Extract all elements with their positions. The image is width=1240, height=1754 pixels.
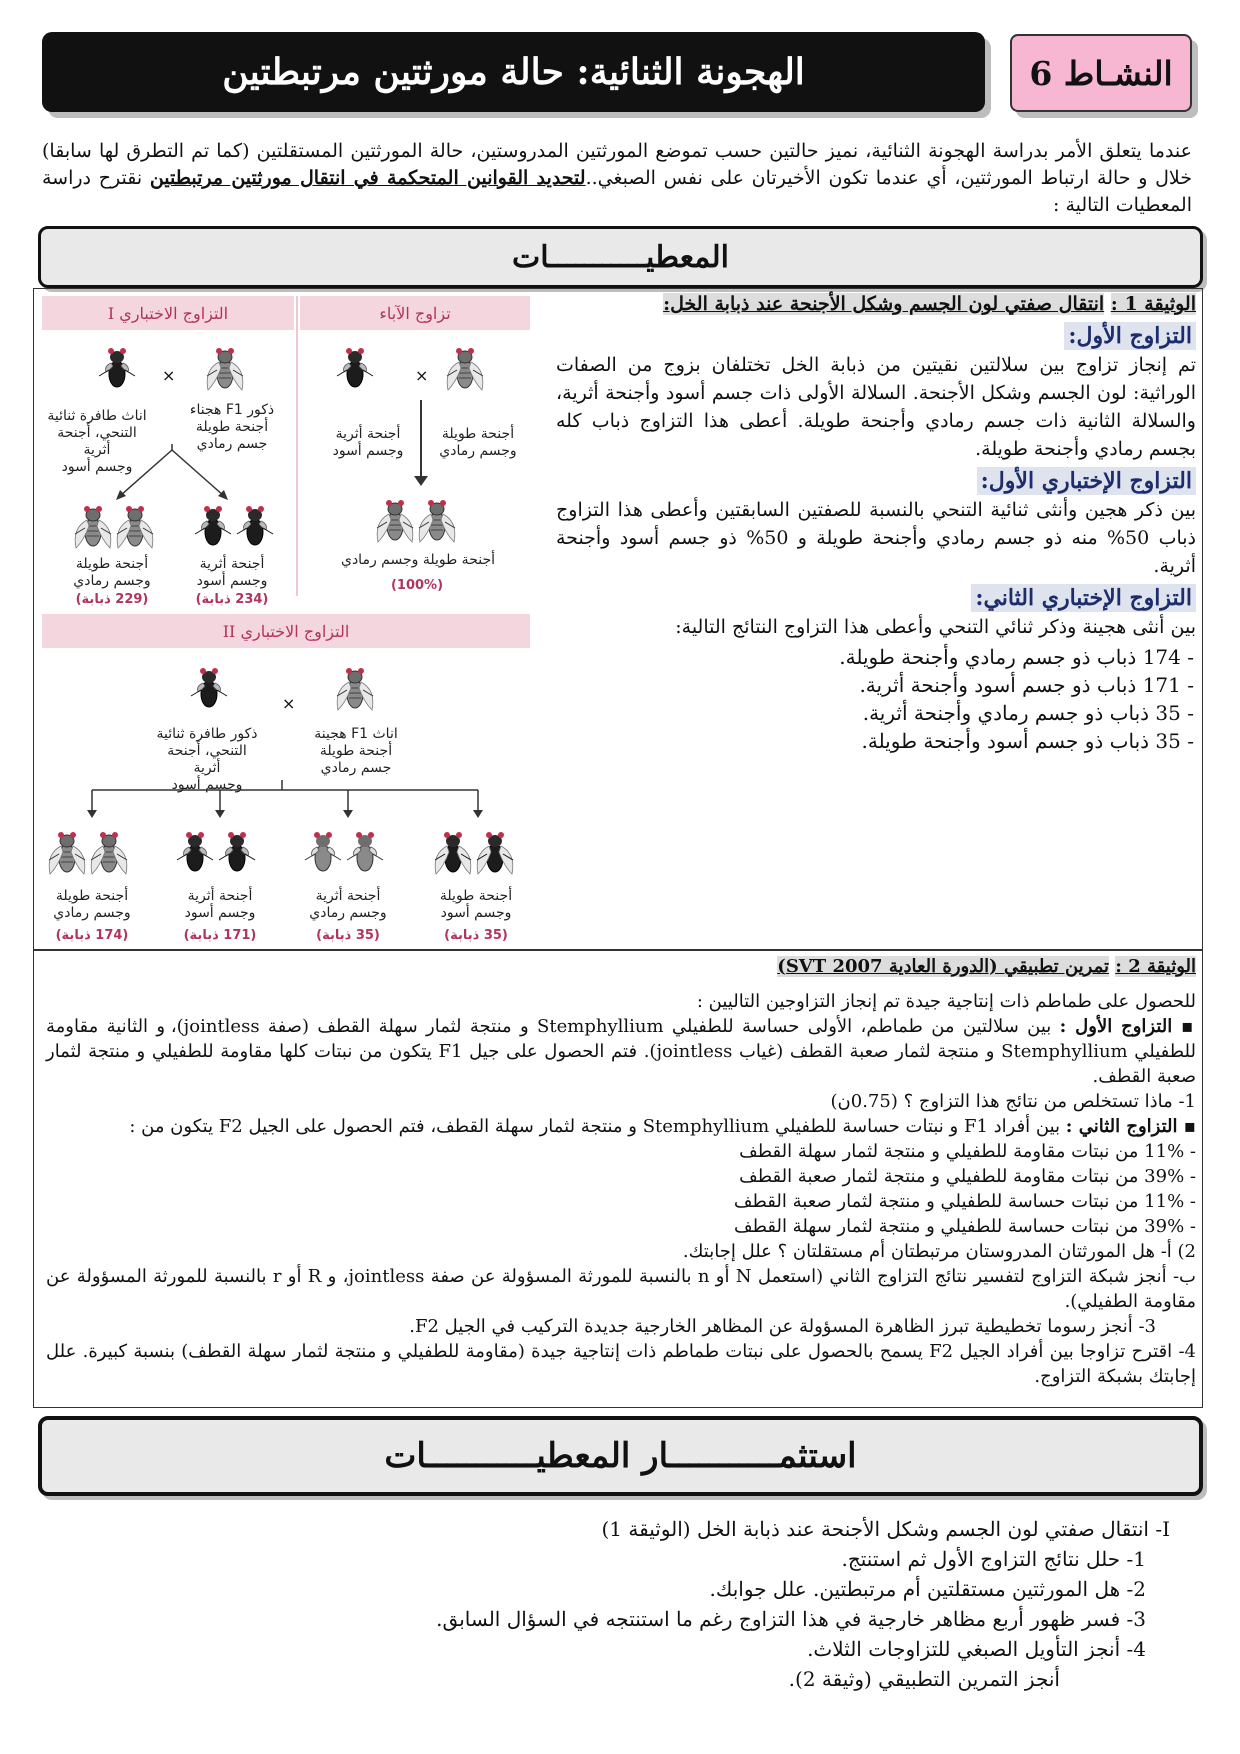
test-cross-1-panel-title: التزاوج الاختباري I (42, 296, 294, 330)
fly-t1-male (202, 340, 248, 394)
activity-label: النشـاط 6 (1029, 53, 1173, 93)
fly-t1-result-black (232, 498, 278, 552)
parent-right-label: أجنحة طويلة وجسم رمادي (439, 426, 517, 459)
t2-result-label: أجنحة أثرية وجسم رمادي (309, 888, 387, 921)
t1-female-label: اناث طافرة ثنائية التنحي، أجنحة أثرية وجسم أسود (47, 408, 147, 475)
result-item: - 35 ذباب ذو جسم أسود وأجنحة طويلة. (861, 729, 1194, 753)
test-cross-2-text: بين أنثى هجينة وذكر ثنائي التنحي وأعطى هذا التزاوج النتائج التالية: (675, 616, 1196, 638)
t2-result-count: (35 ذبابة) (444, 928, 508, 943)
t2-result-count: (174 ذبابة) (55, 928, 129, 943)
document-2-label: الوثيقة 2 : (1115, 956, 1196, 977)
fly-t2-result (430, 824, 476, 878)
f2-result: - 39% من نبتات حساسة للطفيلي و منتجة لثمار سهلة القطف (733, 1216, 1196, 1237)
document-1-label: الوثيقة 1 : (1110, 293, 1196, 315)
question-2b: ب- أنجز شبكة التزاوج لتفسير نتائج التزاوج الثاني (استعمل N أو n بالنسبة للمورثة المسؤولة عن صفة jointless، و R أو r بالنسبة للمورثة المسؤولة عن مقاومة الطفيلي). (46, 1266, 1197, 1312)
result-item: - 174 ذباب ذو جسم رمادي وأجنحة طويلة. (839, 645, 1194, 669)
document-1-heading (556, 290, 1196, 318)
t1-result-2-count: (234 ذبابة) (195, 592, 269, 607)
cross-sign: × (415, 366, 429, 385)
test-cross-1-title: التزاوج الإختباري الأول: (977, 467, 1196, 495)
cross-1-description: بين سلالتين من طماطم، الأولى حساسة للطفيلي Stemphyllium و منتجة لثمار سهلة القطف (صفة jointless)، و الثانية مقاومة للطفيلي Stemphyllium و منتجة لثمار صعبة القطف (غياب jointless). فتم الحصول على جيل F1 يتكون من نبتات كلها مقاومة للطفيلي و منتجة لثمار صعبة القطف. (46, 1016, 1196, 1087)
t2-result-count: (171 ذبابة) (183, 928, 257, 943)
document-1-text (556, 290, 1196, 755)
fly-f1 (414, 492, 460, 546)
fly-t2-result (300, 824, 346, 878)
intro-text-end: نقترح دراسة المعطيات التالية : (42, 167, 1192, 216)
t1-result-1-count: (229 ذبابة) (75, 592, 149, 607)
t2-branch-arrows (82, 780, 492, 820)
fly-t2-result (472, 824, 518, 878)
fly-t1-result-black (190, 498, 236, 552)
fly-t2-result (86, 824, 132, 878)
document-2-title: تمرين تطبيقي (الدورة العادية SVT 2007) (777, 956, 1110, 977)
t2-female-label: اناث F1 هجينة أجنحة طويلة جسم رمادي (314, 726, 398, 776)
section-data-title: المعطيـــــــــــات (511, 239, 730, 275)
fly-t1-result-grey (112, 498, 158, 552)
intro-emphasis: لتحديد القوانين المتحكمة في انتقال مورثتين مرتبطتين (149, 167, 586, 189)
section-exploit-bar (38, 1416, 1203, 1496)
t2-result-count: (35 ذبابة) (316, 928, 380, 943)
panel-divider (296, 296, 298, 596)
test-cross-2-title: التزاوج الإختباري الثاني: (971, 584, 1196, 612)
fly-t1-female (94, 340, 140, 394)
intro-text: عندما يتعلق الأمر بدراسة الهجونة الثنائية، نميز حالتين حسب تموضع المورثتين المدروستين، حالة المورثتين المستقلتين (كما تم التطرق لها سابقا) خلال و حالة ارتباط المورثتين، أي عندما تكون الأخيرتان على نفس الصبغي.. (42, 140, 1193, 189)
f2-result: - 39% من نبتات مقاومة للطفيلي و منتجة لثمار صعبة القطف (739, 1166, 1196, 1187)
questions-list (90, 1514, 1170, 1694)
fly-f1 (372, 492, 418, 546)
cross-2-description: بين أفراد F1 و نبتات حساسة للطفيلي Stemphyllium و منتجة لثمار سهلة القطف، فتم الحصول على الجيل F2 يتكون من : (129, 1116, 1066, 1137)
document-2-text (46, 954, 1196, 1389)
fly-crosses-figure (42, 296, 530, 946)
t1-male-label: ذكور F1 هجناء أجنحة طويلة جسم رمادي (189, 402, 275, 452)
question-4: 4- اقترح تزاوجا بين أفراد الجيل F2 يسمح بالحصول على نبتات طماطم ذات إنتاجية جيدة (مقاومة للطفيلي و منتجة لثمار سهلة القطف) بنسبة كبيرة. علل إجابتك بشبكة التزاوج. (46, 1341, 1196, 1387)
cross-2-label: ▪ التزاوج الثاني : (1065, 1116, 1196, 1137)
fly-t2-result (342, 824, 388, 878)
section-data-bar (38, 226, 1203, 288)
t1-branch-arrows (102, 444, 242, 504)
section-exploit-title: استثمـــــــــــار المعطيـــــــــــات (384, 1436, 857, 1476)
question-1: 1- ماذا تستخلص من نتائج هذا التزاوج ؟ (0.75ن) (830, 1091, 1196, 1112)
f2-result: - 11% من نبتات مقاومة للطفيلي و منتجة لثمار سهلة القطف (739, 1141, 1196, 1162)
question-2a: 2) أ- هل المورثتان المدروستان مرتبطتان أم مستقلتان ؟ علل إجابتك. (682, 1241, 1196, 1262)
t2-result-label: أجنحة طويلة وجسم أسود (439, 888, 513, 921)
intro-paragraph (42, 138, 1192, 219)
fly-t2-result (44, 824, 90, 878)
activity-badge (1010, 34, 1192, 112)
arrow-line (420, 400, 422, 480)
exercise-intro: للحصول على طماطم ذات إنتاجية جيدة تم إنجاز التزاوجين التاليين : (696, 991, 1196, 1012)
test-cross-2-panel-title: التزاوج الاختباري II (42, 614, 530, 648)
fly-t1-result-grey (70, 498, 116, 552)
t2-result-label: أجنحة أثرية وجسم أسود (184, 888, 256, 921)
cross-1-text: تم إنجاز تزاوج بين سلالتين نقيتين من ذبابة الخل تختلفان بزوج من الصفات الوراثية: لون الجسم وشكل الأجنحة. السلالة الأولى ذات جسم أسود وأجنحة أثرية، والسلالة الثانية ذات جسم رمادي وأجنحة طويلة. أعطى هذا التزاوج ذباب كله بجسم رمادي وأجنحة طويلة. (556, 354, 1196, 460)
result-item: - 171 ذباب ذو جسم أسود وأجنحة أثرية. (859, 673, 1194, 697)
question-item: 3- فسر ظهور أربع مظاهر خارجية في هذا التزاوج رغم ما استنتجه في السؤال السابق. (436, 1607, 1146, 1631)
document-2-heading (46, 954, 1196, 979)
arrow-head (414, 476, 428, 486)
header (42, 32, 1192, 118)
test-cross-2-results (556, 643, 1196, 755)
fly-t2-female (332, 660, 378, 714)
cross-1-label: ▪ التزاوج الأول : (1059, 1016, 1197, 1037)
cross-sign: × (282, 694, 296, 713)
cross-1-title: التزاوج الأول: (1064, 322, 1196, 350)
fly-parent-black-vestigial (332, 340, 378, 394)
result-item: - 35 ذباب ذو جسم رمادي وأجنحة أثرية. (862, 701, 1194, 725)
parent-left-label: أجنحة أثرية وجسم أسود (332, 426, 404, 459)
fly-t2-result (172, 824, 218, 878)
cross-1-paragraph (46, 1014, 1196, 1089)
fly-parent-grey-long (442, 340, 488, 394)
cross-sign: × (162, 366, 176, 385)
question-item: 1- حلل نتائج التزاوج الأول ثم استنتج. (841, 1547, 1146, 1571)
t2-result-label: أجنحة طويلة وجسم رمادي (53, 888, 131, 921)
title-banner (42, 32, 985, 112)
question-item: 2- هل المورثتين مستقلتين أم مرتبطتين. علل جوابك. (709, 1577, 1146, 1601)
fly-t2-male (186, 660, 232, 714)
t2-male-label: ذكور طافرة ثنائية التنحي، أجنحة أثرية وجسم أسود (156, 726, 258, 793)
question-3: 3- أنجز رسوما تخطيطية تبرز الظاهرة المسؤولة عن المظاهر الخارجية جديدة التركيب في الجيل F2. (409, 1316, 1156, 1337)
parents-panel-title: تزاوج الآباء (300, 296, 530, 330)
f1-label: أجنحة طويلة وجسم رمادي (340, 552, 495, 568)
t1-result-2-label: أجنحة أثرية وجسم أسود (196, 556, 268, 589)
t1-result-1-label: أجنحة طويلة وجسم رمادي (73, 556, 151, 589)
document-1-title: انتقال صفتي لون الجسم وشكل الأجنحة عند ذبابة الخل: (663, 293, 1105, 315)
page-title: الهجونة الثنائية: حالة مورثتين مرتبطتين (222, 51, 805, 93)
f2-result: - 11% من نبتات حساسة للطفيلي و منتجة لثمار صعبة القطف (733, 1191, 1196, 1212)
question-main: I- انتقال صفتي لون الجسم وشكل الأجنحة عند ذبابة الخل (الوثيقة 1) (601, 1517, 1170, 1541)
fly-t2-result (214, 824, 260, 878)
test-cross-1-text: بين ذكر هجين وأنثى ثنائية التنحي بالنسبة للصفتين السابقتين وأعطى هذا التزاوج ذباب 50% منه ذو جسم رمادي وأجنحة طويلة و 50% ذو جسم أسود وأجنحة أثرية. (556, 499, 1197, 577)
question-last: أنجز التمرين التطبيقي (وثيقة 2). (788, 1667, 1060, 1691)
f1-count: (100%) (390, 578, 444, 593)
question-item: 4- أنجز التأويل الصبغي للتزاوجات الثلاث. (807, 1637, 1146, 1661)
cross-2-paragraph (46, 1114, 1196, 1139)
